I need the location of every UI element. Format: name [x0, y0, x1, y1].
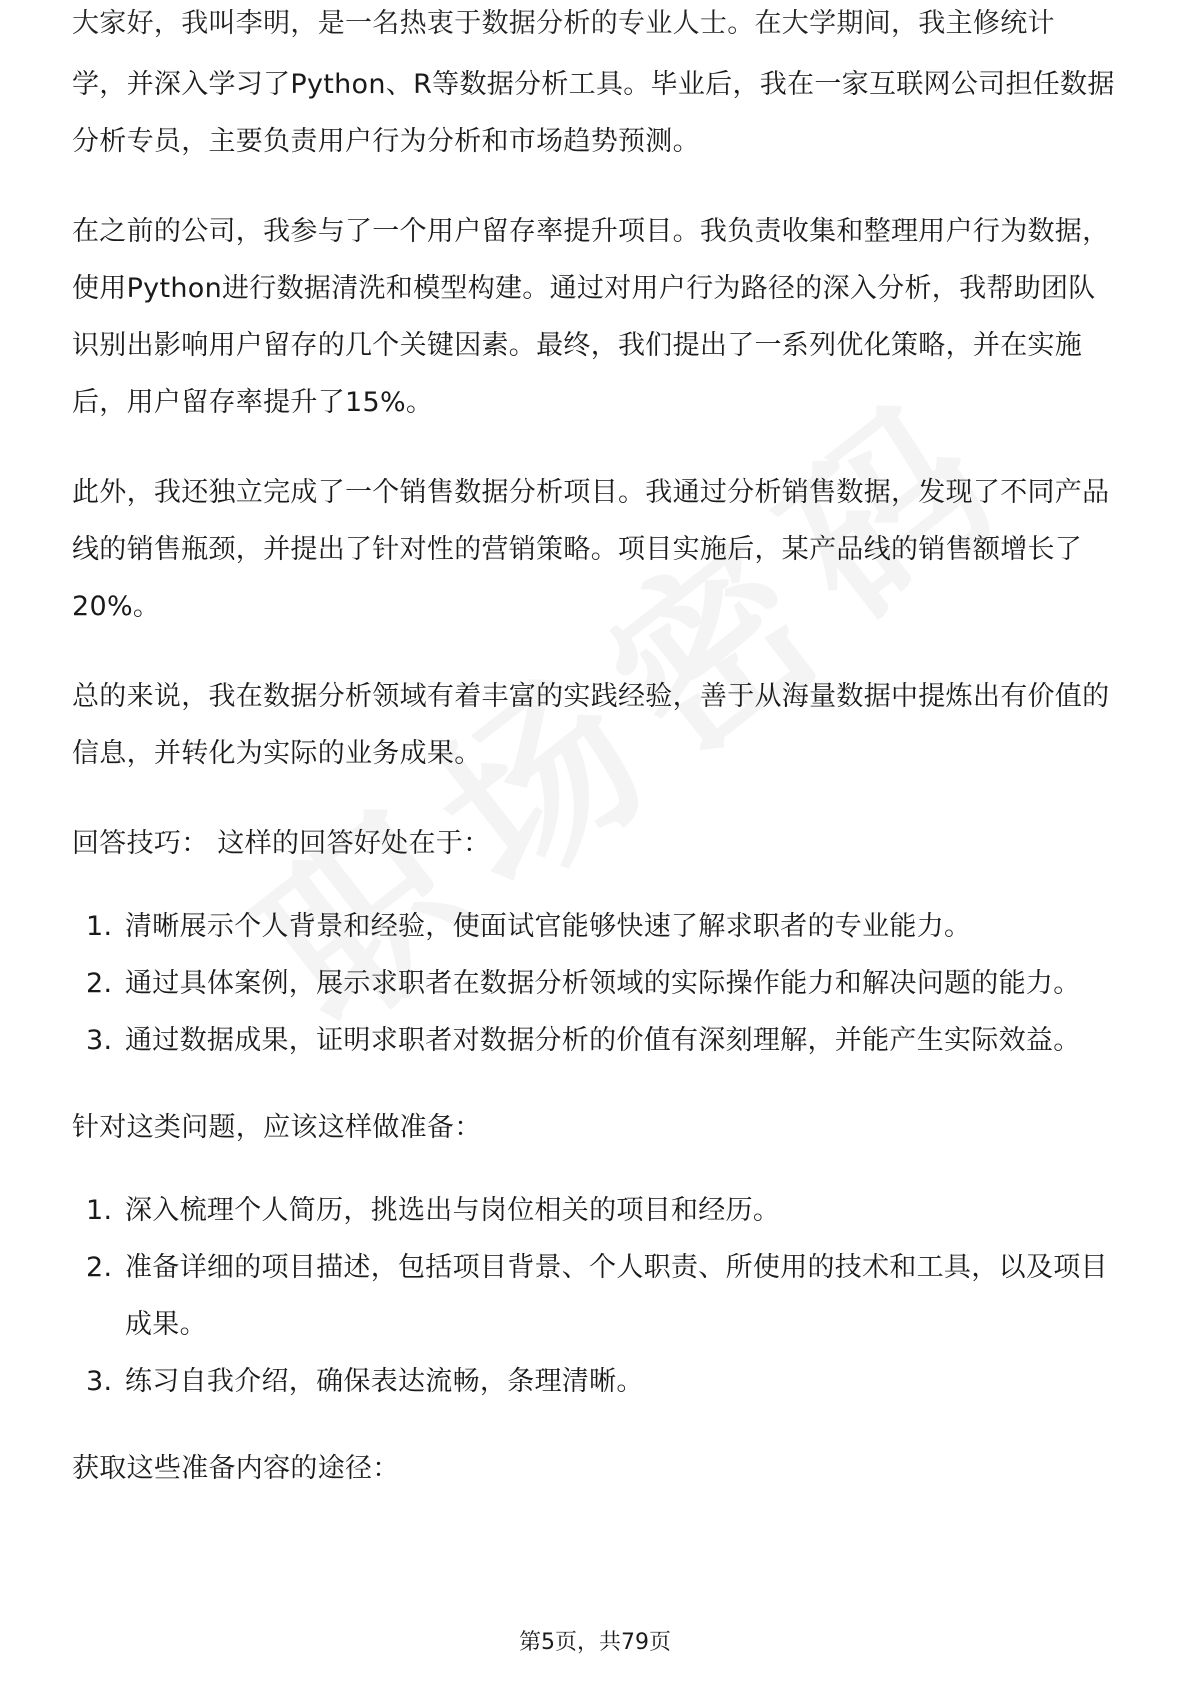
list-item-number: 2. — [86, 968, 113, 999]
cut-off-line — [72, 8, 1122, 56]
paragraph-summary: 总的来说，我在数据分析领域有着丰富的实践经验，善于从海量数据中提炼出有价值的信息，并转化为实际的业务成果。 — [72, 681, 1110, 769]
list-item-number: 3. — [86, 1366, 113, 1397]
document-body — [72, 8, 1122, 1530]
list-item — [72, 1353, 1122, 1410]
list-item — [72, 1012, 1122, 1069]
sources-heading: 获取这些准备内容的途径： — [72, 1453, 400, 1484]
list-item-text: 准备详细的项目描述，包括项目背景、个人职责、所使用的技术和工具，以及项目成果。 — [125, 1252, 1108, 1340]
list-item-number: 2. — [86, 1252, 113, 1283]
list-item-number: 3. — [86, 1025, 113, 1056]
list-item-text: 清晰展示个人背景和经验，使面试官能够快速了解求职者的专业能力。 — [125, 911, 972, 942]
tips-list — [72, 898, 1122, 1069]
page-number-footer: 第5页，共79页 — [519, 1630, 671, 1655]
list-item-text: 通过具体案例，展示求职者在数据分析领域的实际操作能力和解决问题的能力。 — [125, 968, 1081, 999]
list-item-number: 1. — [86, 911, 113, 942]
list-item — [72, 1239, 1122, 1353]
list-item-number: 1. — [86, 1195, 113, 1226]
cut-off-line-text: 大家好，我叫李明，是一名热衷于数据分析的专业人士。在大学期间，我主修统计 — [72, 8, 1055, 39]
list-item — [72, 1182, 1122, 1239]
list-item-text: 深入梳理个人简历，挑选出与岗位相关的项目和经历。 — [125, 1195, 781, 1226]
list-item — [72, 955, 1122, 1012]
paragraph-sales-project: 此外，我还独立完成了一个销售数据分析项目。我通过分析销售数据，发现了不同产品线的销售瓶颈，并提出了针对性的营销策略。项目实施后，某产品线的销售额增长了20%。 — [72, 477, 1110, 622]
list-item — [72, 898, 1122, 955]
paragraph-retention-project: 在之前的公司，我参与了一个用户留存率提升项目。我负责收集和整理用户行为数据，使用Python进行数据清洗和模型构建。通过对用户行为路径的深入分析，我帮助团队识别出影响用户留存的几个关键因素。最终，我们提出了一系列优化策略，并在实施后，用户留存率提升了15%。 — [72, 216, 1110, 418]
prep-heading: 针对这类问题，应该这样做准备： — [72, 1112, 482, 1143]
paragraph-background: 学，并深入学习了Python、R等数据分析工具。毕业后，我在一家互联网公司担任数据分析专员，主要负责用户行为分析和市场趋势预测。 — [72, 69, 1115, 157]
tips-heading: 回答技巧： 这样的回答好处在于： — [72, 828, 491, 859]
list-item-text: 练习自我介绍，确保表达流畅，条理清晰。 — [125, 1366, 644, 1397]
list-item-text: 通过数据成果，证明求职者对数据分析的价值有深刻理解，并能产生实际效益。 — [125, 1025, 1081, 1056]
prep-list — [72, 1182, 1122, 1410]
